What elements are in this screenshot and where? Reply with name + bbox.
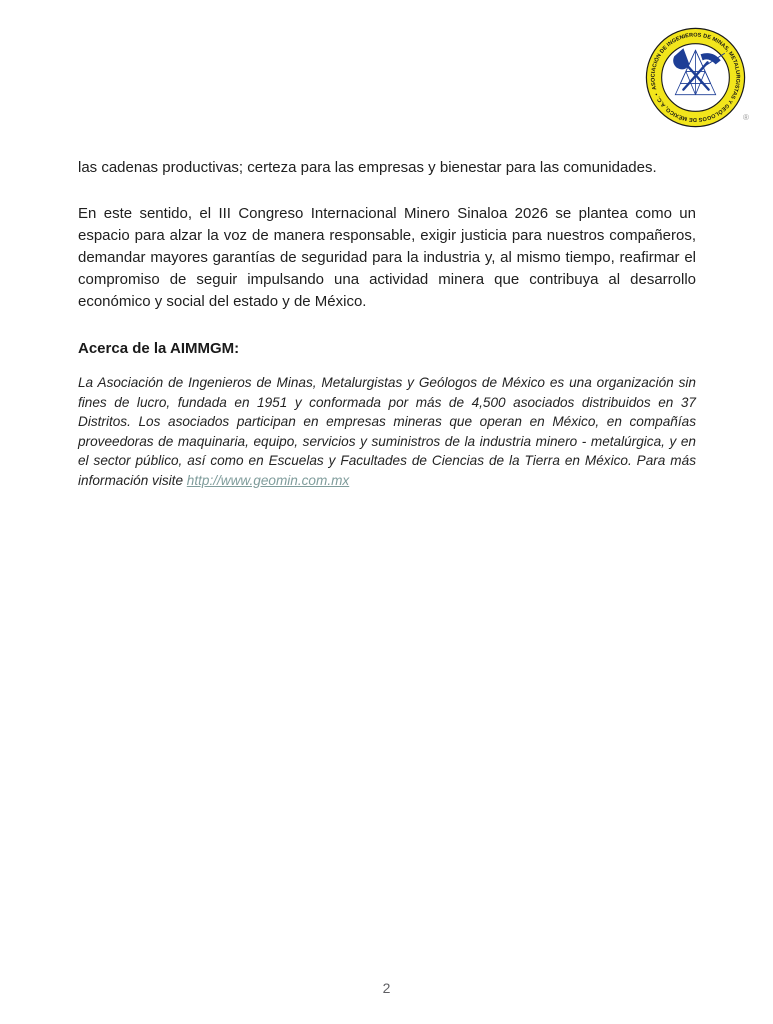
registered-trademark-symbol: ®	[743, 113, 749, 122]
about-text: La Asociación de Ingenieros de Minas, Metalurgistas y Geólogos de México es una organización sin fines de lucro, fundada en 1951 y conformada por más de 4,500 asociados distribuidos en 37 Distritos. Los asociados participan en empresas mineras que operan en México, en compañías proveedoras de maquinaria, equipo, servicios y suministros de la industria minero - metalúrgica, y en el sector público, así como en Escuelas y Facultades de Ciencias de la Tierra en México. Para más información visite	[78, 375, 696, 488]
aimmgm-logo-svg	[645, 27, 746, 128]
about-paragraph	[78, 373, 696, 490]
paragraph-congreso: En este sentido, el III Congreso Internacional Minero Sinaloa 2026 se plantea como un espacio para alzar la voz de manera responsable, exigir justicia para nuestros compañeros, demandar mayores garantías de seguridad para la industria y, al mismo tiempo, reafirmar el compromiso de seguir impulsando una actividad minera que contribuya al desarrollo económico y social del estado y de México.	[78, 205, 696, 310]
paragraph-continuation: las cadenas productivas; certeza para las empresas y bienestar para las comunidades.	[78, 159, 657, 176]
aimmgm-logo	[645, 27, 746, 128]
geomin-link[interactable]: http://www.geomin.com.mx	[186, 472, 350, 488]
page-number: 2	[382, 980, 391, 996]
about-heading: Acerca de la AIMMGM:	[78, 340, 240, 357]
logo-ring-text: ASOCIACIÓN DE INGENIEROS DE MINAS, METALURGISTAS Y GEÓLOGOS DE MÉXICO, A.C. •	[650, 32, 741, 123]
document-content	[78, 157, 696, 490]
